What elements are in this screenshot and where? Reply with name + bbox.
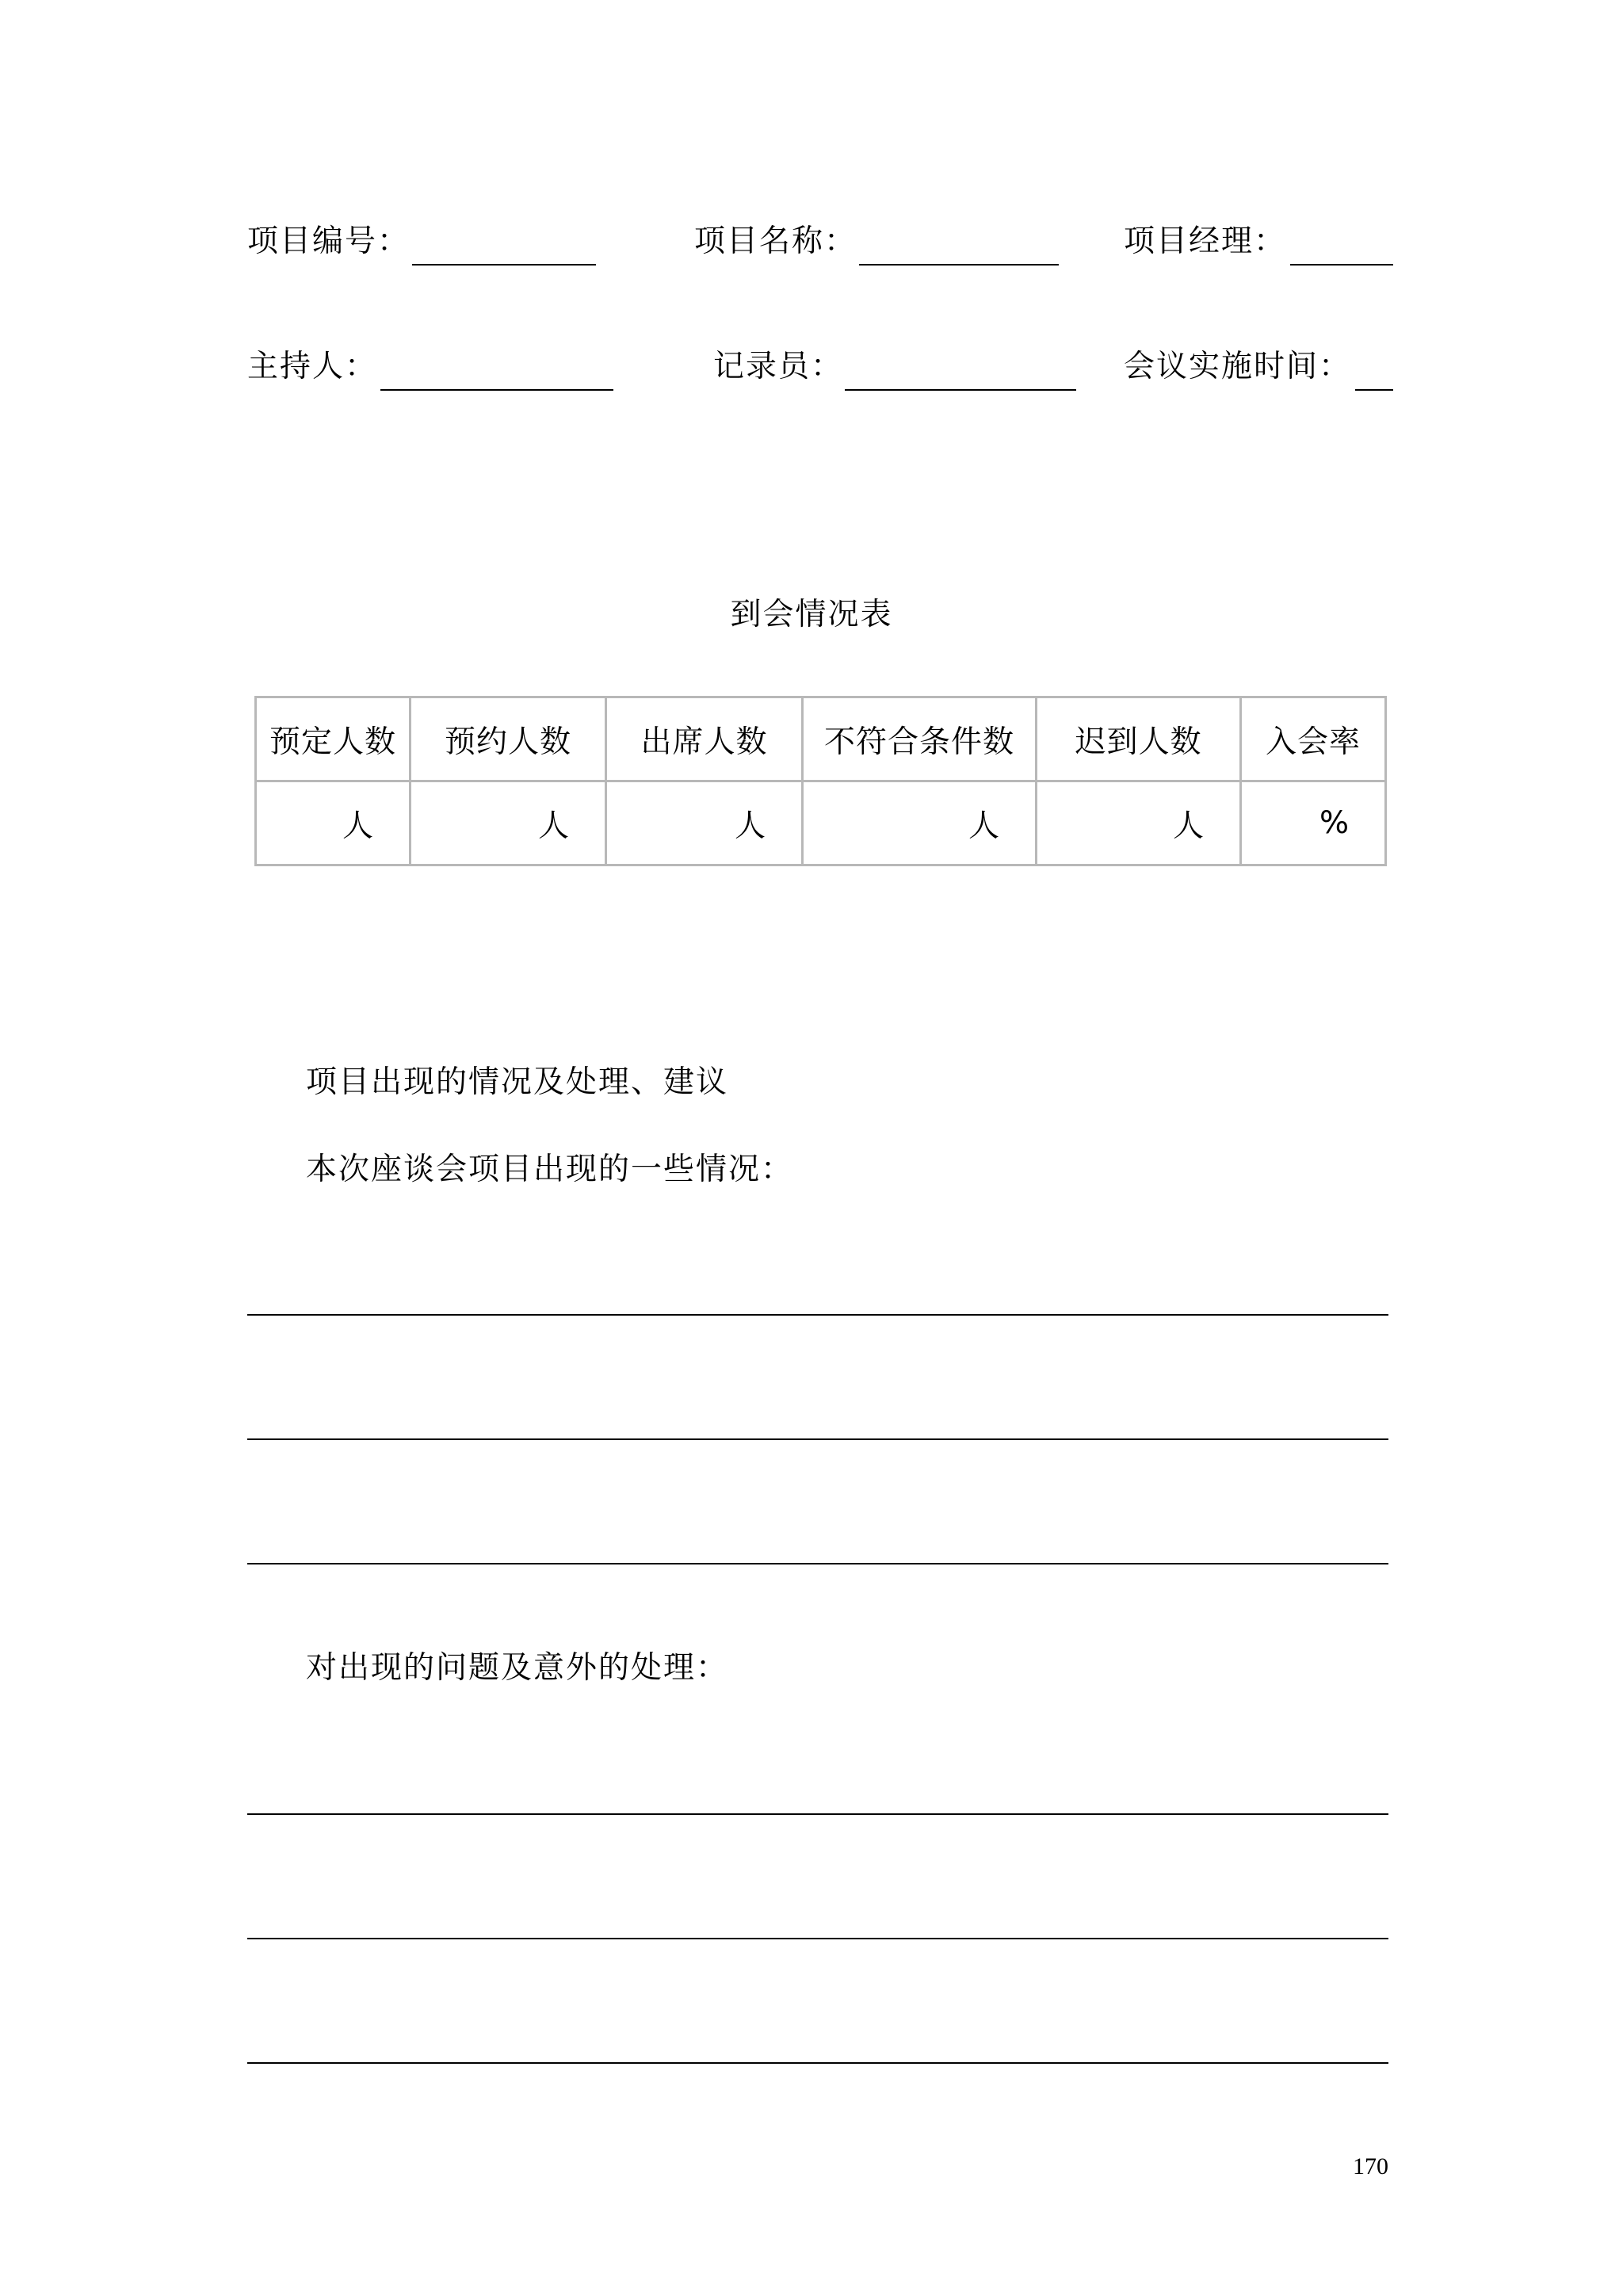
meeting-time-underline [1355,389,1393,391]
attendance-table [254,696,1387,866]
project-name-underline [859,264,1059,266]
value-cell-booked[interactable]: 人 [411,781,606,865]
handling-write-line-2[interactable] [247,1938,1388,1939]
value-cell-present[interactable]: 人 [606,781,803,865]
value-cell-unqualified[interactable]: 人 [803,781,1037,865]
recorder-underline [845,389,1076,391]
value-cell-late[interactable]: 人 [1037,781,1241,865]
recorder-label: 记录员： [713,349,844,384]
host-underline [380,389,613,391]
situations-write-line-1[interactable] [247,1314,1388,1316]
header-cell-present: 出席人数 [606,697,803,781]
situations-write-line-3[interactable] [247,1563,1388,1564]
host-label: 主持人： [247,349,378,384]
attendance-value-row [256,781,1386,865]
header-cell-unqualified: 不符合条件数 [803,697,1037,781]
header-cell-scheduled: 预定人数 [256,697,411,781]
handling-label: 对出现的问题及意外的处理： [306,1650,729,1686]
project-number-field [247,218,596,266]
project-manager-input[interactable] [1290,226,1393,262]
project-name-label: 项目名称： [694,223,857,259]
project-name-field [694,218,1059,266]
attendance-table-title: 到会情况表 [730,597,893,632]
value-cell-attendance-rate[interactable]: % [1241,781,1386,865]
header-cell-booked: 预约人数 [411,697,606,781]
project-name-input[interactable] [859,226,1059,262]
project-number-input[interactable] [412,226,596,262]
situations-label: 本次座谈会项目出现的一些情况： [306,1152,794,1187]
handling-write-line-3[interactable] [247,2062,1388,2064]
value-cell-scheduled[interactable]: 人 [256,781,411,865]
project-manager-underline [1290,264,1393,266]
host-field [247,343,613,391]
project-manager-field [1124,218,1393,266]
host-input[interactable] [380,351,613,388]
recorder-input[interactable] [845,351,1076,388]
situations-write-line-2[interactable] [247,1438,1388,1440]
header-cell-late: 迟到人数 [1037,697,1241,781]
meeting-time-label: 会议实施时间： [1124,349,1352,384]
handling-write-line-1[interactable] [247,1813,1388,1815]
project-manager-label: 项目经理： [1124,223,1287,259]
attendance-header-row [256,697,1386,781]
header-cell-attendance-rate: 入会率 [1241,697,1386,781]
meeting-time-input[interactable] [1355,351,1393,388]
project-number-underline [412,264,596,266]
recorder-field [713,343,1076,391]
section-heading: 项目出现的情况及处理、建议 [306,1064,729,1100]
project-number-label: 项目编号： [247,223,411,259]
meeting-time-field [1124,343,1393,391]
page-number: 170 [1353,2153,1388,2179]
